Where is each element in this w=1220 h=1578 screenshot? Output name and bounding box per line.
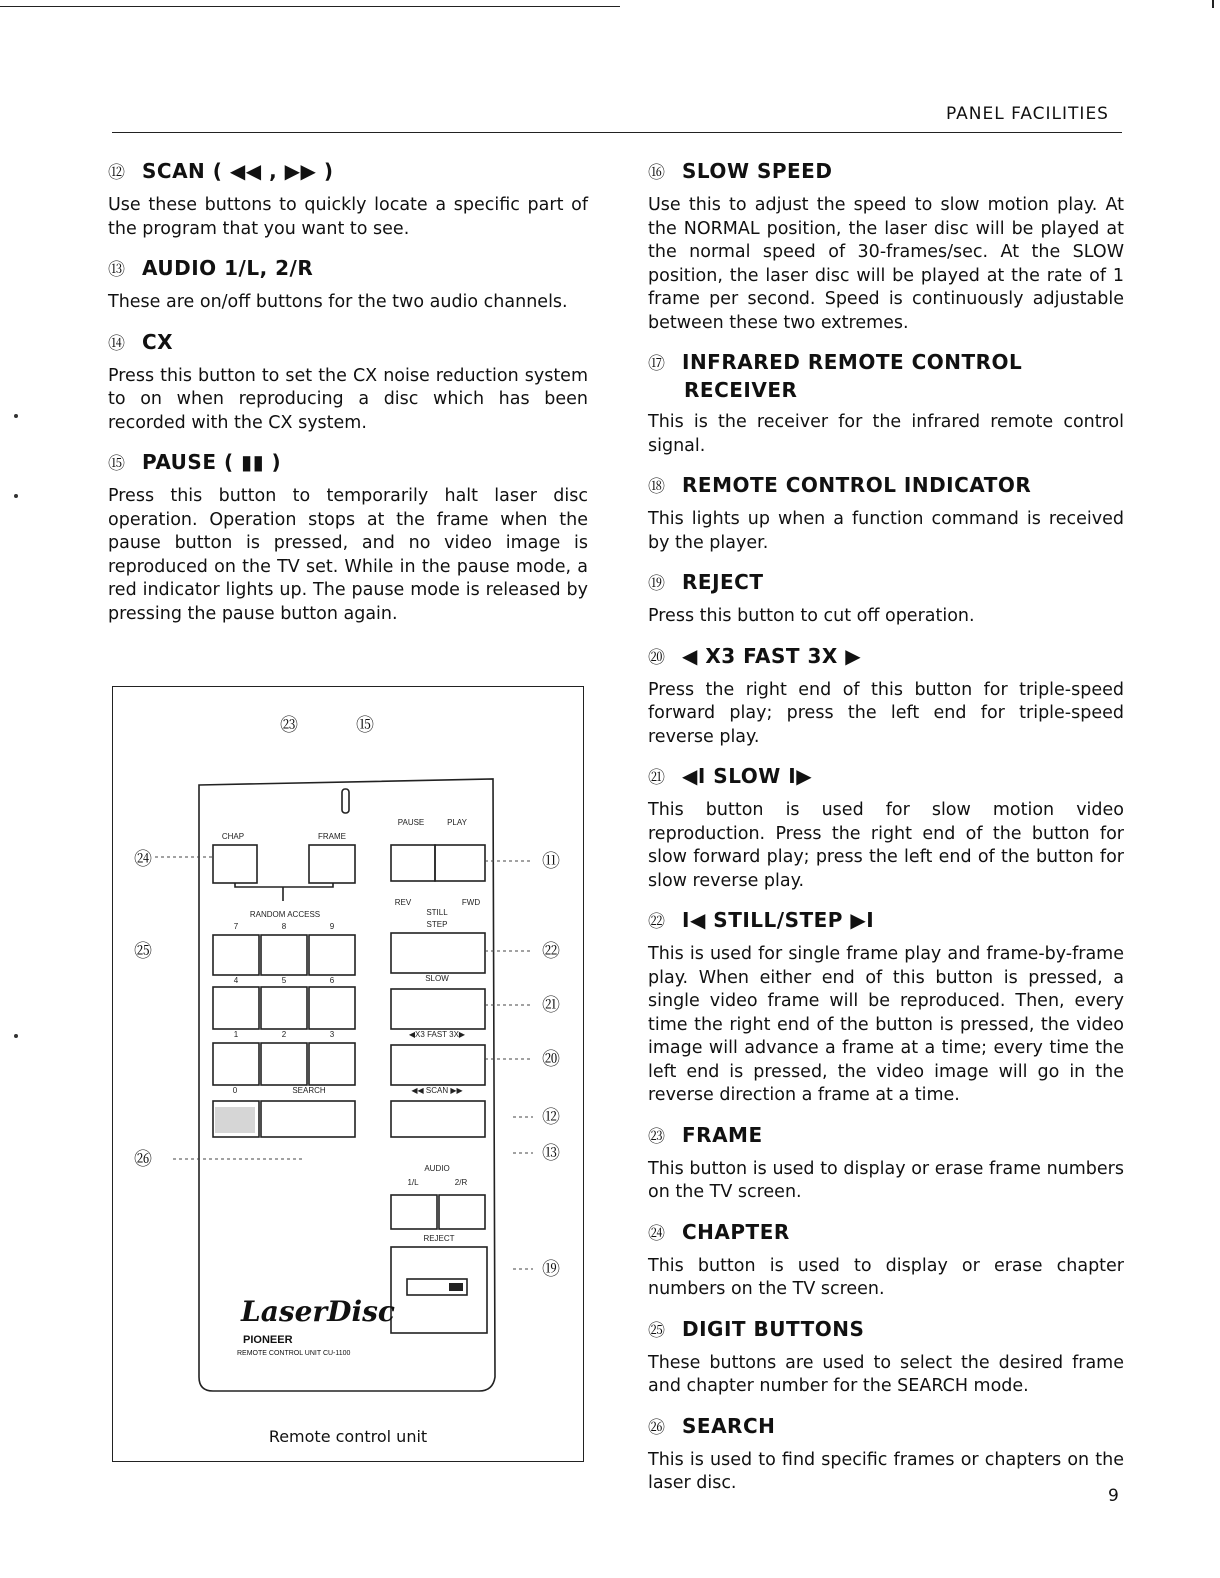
margin-dot [14, 414, 18, 418]
margin-dot [14, 1034, 18, 1038]
label-still: STILL [426, 908, 448, 917]
section-body: This lights up when a function command is received by the player. [648, 509, 1124, 553]
digit-5-button [261, 987, 307, 1029]
model-label: REMOTE CONTROL UNIT CU-1100 [237, 1350, 351, 1357]
label-search: SEARCH [292, 1086, 326, 1095]
callout-24: ㉔ [134, 849, 152, 869]
section-title: ㉓ FRAME [648, 1122, 763, 1147]
chapter-button [213, 845, 257, 883]
label-rev: REV [394, 898, 412, 907]
figure-caption: Remote control unit [268, 1427, 428, 1446]
section-title: ㉕ DIGIT BUTTONS [648, 1316, 865, 1341]
label-chap: CHAP [221, 832, 245, 841]
label-digit-6: 6 [329, 976, 335, 985]
section-title: ⑱ REMOTE CONTROL INDICATOR [648, 473, 1032, 497]
callout-22: ㉒ [542, 941, 560, 961]
section-still-step [648, 907, 1124, 1108]
label-audio: AUDIO [424, 1164, 450, 1173]
section-body: These buttons are used to select the desired frame and chapter number for the SEARCH mode. [648, 1352, 1124, 1396]
remote-control-diagram [113, 687, 585, 1463]
callout-12: ⑫ [542, 1107, 560, 1127]
top-corner-mark [1206, 0, 1214, 8]
section-body: This button is used to display or erase chapter numbers on the TV screen. [648, 1255, 1124, 1299]
reject-slot-fill [449, 1283, 463, 1291]
remote-control-figure [112, 686, 584, 1462]
pause-button [391, 845, 435, 881]
section-pause [108, 449, 588, 626]
top-edge-line [0, 6, 620, 7]
section-reject [648, 569, 1124, 629]
label-digit-5: 5 [281, 976, 287, 985]
section-body: Use this to adjust the speed to slow motion play. At the NORMAL position, the laser disc will be played at the normal speed of 30-frames/sec. At the SLOW position, the laser disc will be played at the rate of 1 frame per second. Speed is continuously adjustable between these two extremes. [648, 195, 1124, 333]
section-body: Press this button to cut off operation. [648, 606, 975, 626]
label-pause: PAUSE [397, 818, 425, 827]
label-digit-1: 1 [233, 1030, 239, 1039]
header-rule [112, 132, 1122, 133]
digit-8-button [261, 935, 307, 975]
section-title: ⑯ SLOW SPEED [648, 159, 833, 183]
callout-25: ㉕ [134, 941, 152, 961]
label-digit-9: 9 [329, 922, 335, 931]
laserdisc-logo: LaserDisc [241, 1295, 395, 1328]
section-title: ㉑ ◀I SLOW I▶ [648, 764, 813, 788]
label-digit-2: 2 [281, 1030, 287, 1039]
section-remote-indicator [648, 472, 1124, 555]
section-title: ⑰ INFRARED REMOTE CONTROL RECEIVER [648, 350, 1023, 402]
label-digit-3: 3 [329, 1030, 335, 1039]
infrared-window [342, 789, 349, 813]
section-body: Press this button to temporarily halt laser disc operation. Operation stops at the frame when the pause button is pressed, and no video image is reproduced on the TV set. While in the pause mode, a red indicator lights up. The pause mode is released by pressing the pause button again. [108, 486, 588, 624]
section-title: ㉔ CHAPTER [648, 1219, 790, 1244]
callout-15: ⑮ [356, 715, 374, 735]
label-audio-1l: 1/L [407, 1178, 419, 1187]
section-slow [648, 763, 1124, 893]
section-chapter [648, 1219, 1124, 1302]
left-column [108, 158, 588, 640]
play-button [435, 845, 485, 881]
audio-2r-button [439, 1195, 485, 1229]
callout-20: ⑳ [542, 1049, 560, 1069]
label-scan: ◀◀ SCAN ▶▶ [411, 1086, 463, 1095]
label-reject: REJECT [423, 1234, 455, 1243]
right-column [648, 158, 1124, 1510]
section-scan [108, 158, 588, 241]
section-body: Press the right end of this button for triple-speed forward play; press the left end for triple-speed reverse play. [648, 679, 1124, 747]
section-body: Use these buttons to quickly locate a specific part of the program that you want to see. [108, 195, 588, 239]
section-digit-buttons [648, 1316, 1124, 1399]
section-title: ⑳ ◀ X3 FAST 3X ▶ [648, 643, 862, 668]
slow-button [391, 989, 485, 1029]
section-title: ⑲ REJECT [648, 570, 764, 594]
page-number: 9 [1108, 1486, 1119, 1506]
audio-1l-button [391, 1195, 437, 1229]
section-body: This button is used for slow motion video reproduction. Press the right end of the button for slow forward play; press the left end of the button for slow reverse play. [648, 800, 1124, 891]
label-random-access: RANDOM ACCESS [249, 910, 321, 919]
fast-button [391, 1045, 485, 1085]
callout-11: ⑪ [542, 851, 560, 871]
section-fast [648, 643, 1124, 750]
section-infrared-receiver [648, 349, 1124, 458]
section-title: ㉖ SEARCH [648, 1413, 776, 1438]
chap-frame-bracket [235, 883, 333, 901]
digit-7-button [213, 935, 259, 975]
label-fwd: FWD [461, 898, 481, 907]
label-step: STEP [426, 920, 448, 929]
callout-21: ㉑ [542, 995, 560, 1015]
section-title: ⑮ PAUSE ( ▮▮ ) [108, 450, 282, 474]
callout-23: ㉓ [280, 715, 298, 735]
section-audio [108, 255, 588, 315]
pioneer-brand: PIONEER [243, 1334, 293, 1346]
digit-4-button [213, 987, 259, 1029]
section-title: ⑬ AUDIO 1/L, 2/R [108, 256, 314, 280]
section-body: This is the receiver for the infrared remote control signal. [648, 412, 1124, 456]
still-step-button [391, 933, 485, 973]
section-cx [108, 329, 588, 436]
digit-9-button [309, 935, 355, 975]
label-audio-2r: 2/R [454, 1178, 468, 1187]
label-digit-7: 7 [233, 922, 239, 931]
section-slow-speed [648, 158, 1124, 335]
label-play: PLAY [447, 818, 467, 827]
zero-button-shading [215, 1107, 255, 1133]
page-header: PANEL FACILITIES [946, 104, 1109, 124]
section-search [648, 1413, 1124, 1496]
callout-13: ⑬ [542, 1143, 560, 1163]
label-zero: 0 [232, 1086, 238, 1095]
section-body: This button is used to display or erase frame numbers on the TV screen. [648, 1158, 1124, 1202]
scan-button [391, 1101, 485, 1137]
digit-2-button [261, 1043, 307, 1085]
label-digit-8: 8 [281, 922, 287, 931]
callout-26: ㉖ [134, 1149, 152, 1169]
label-slow: SLOW [425, 974, 449, 983]
callout-19: ⑲ [542, 1259, 560, 1279]
digit-3-button [309, 1043, 355, 1085]
section-frame [648, 1122, 1124, 1205]
digit-1-button [213, 1043, 259, 1085]
label-frame: FRAME [318, 832, 346, 841]
section-title: ⑭ CX [108, 329, 174, 354]
label-digit-4: 4 [233, 976, 239, 985]
margin-dot [14, 494, 18, 498]
section-body: These are on/off buttons for the two audio channels. [108, 292, 568, 312]
label-fast: ◀X3 FAST 3X▶ [408, 1030, 466, 1039]
reject-button [391, 1247, 487, 1333]
section-body: This is used for single frame play and frame-by-frame play. When either end of this button is pressed, a single video frame will be reproduced. Then, every time the right end of the button is pressed, the video image will advance a frame at a time; every time the left end is pressed, the video image will go in the reverse direction a frame at a time. [648, 944, 1124, 1105]
section-body: This is used to find specific frames or chapters on the laser disc. [648, 1449, 1124, 1493]
digit-6-button [309, 987, 355, 1029]
section-title: ㉒ I◀ STILL/STEP ▶I [648, 908, 875, 932]
frame-button [309, 845, 355, 883]
section-body: Press this button to set the CX noise reduction system to on when reproducing a disc which has been recorded with the CX system. [108, 365, 588, 433]
search-button [261, 1101, 355, 1137]
section-title: ⑫ SCAN ( ◀◀ , ▶▶ ) [108, 159, 334, 183]
